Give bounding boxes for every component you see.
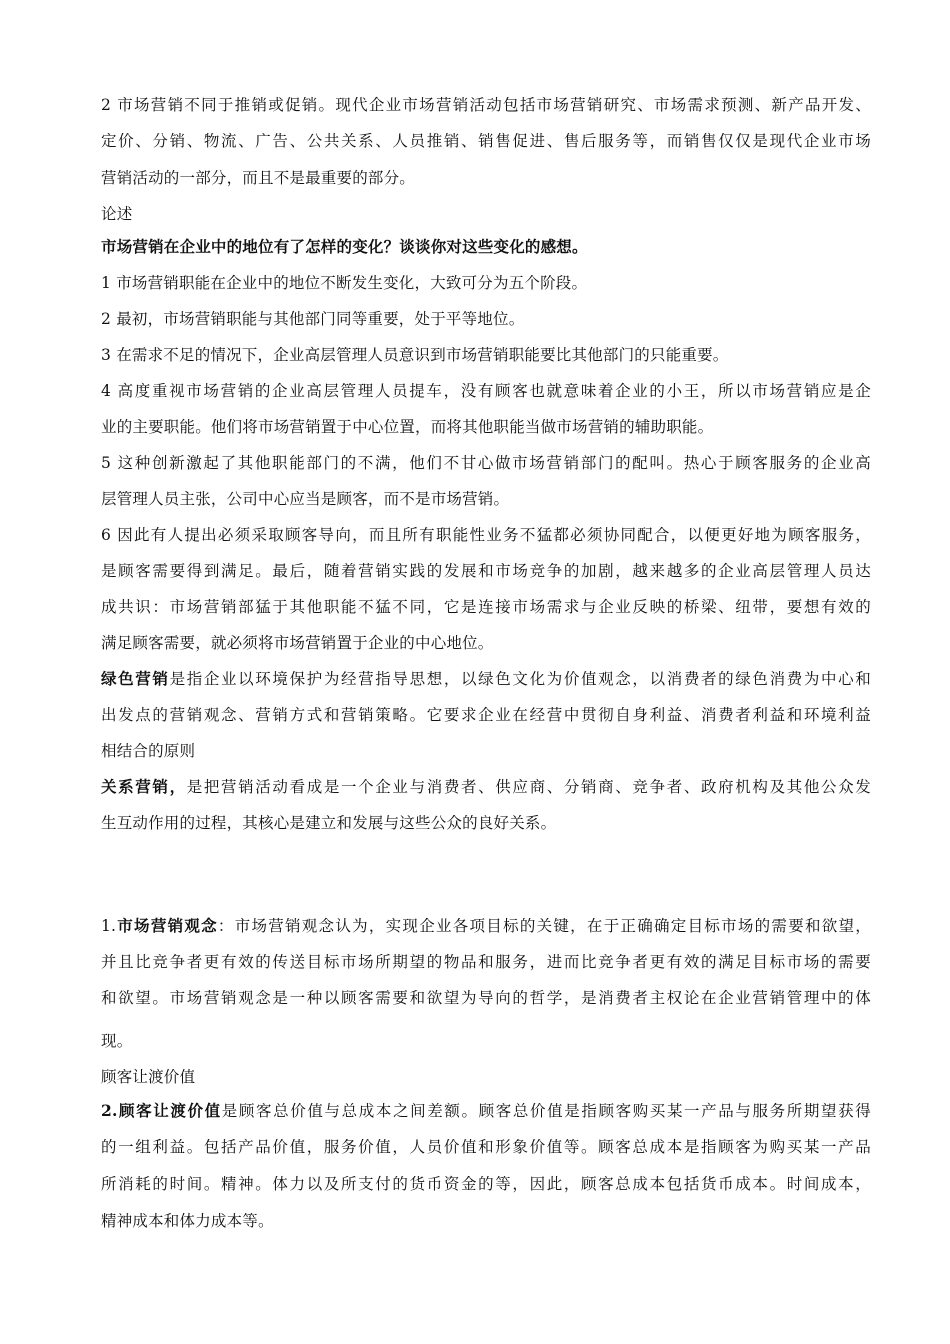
green-line-1 [101,669,871,689]
concept-line-1-text: ：市场营销观念认为，实现企业各项目标的关键，在于正确确定目标市场的需要和欲望， [217,917,871,935]
concept-line-3: 和欲望。市场营销观念是一种以顾客需要和欲望为导向的哲学，是消费者主权论在企业营销管理中的体 [101,989,871,1007]
value-line-3: 所消耗的时间。精神。体力以及所支付的货币资金的等，因此，顾客总成本包括货币成本。时间成本， [101,1175,871,1193]
question-heading [101,237,588,257]
answer-line-3: 3 在需求不足的情况下，企业高层管理人员意识到市场营销职能要比其他部门的只能重要。 [101,346,729,364]
question-text: 市场营销在企业中的地位有了怎样的变化？谈谈你对这些变化的感想。 [101,237,588,256]
value-line-2: 的一组利益。包括产品价值，服务价值，人员价值和形象价值等。顾客总成本是指顾客为购买某一产品 [101,1138,871,1156]
value-term: 2.顾客让渡价值 [101,1101,222,1120]
answer-line-1: 1 市场营销职能在企业中的地位不断发生变化，大致可分为五个阶段。 [101,274,588,292]
answer-line-10: 成共识：市场营销部猛于其他职能不猛不同，它是连接市场需求与企业反映的桥梁、纽带，要想有效的 [101,598,871,616]
value-line-4: 精神成本和体力成本等。 [101,1212,274,1230]
concept-line-4: 现。 [101,1032,133,1050]
intro-line-1: 2 市场营销不同于推销或促销。现代企业市场营销活动包括市场营销研究、市场需求预测、新产品开发、 [101,96,871,114]
answer-line-7: 层管理人员主张，公司中心应当是顾客，而不是市场营销。 [101,490,510,508]
green-line-3: 相结合的原则 [101,742,196,760]
concept-line-1 [101,916,871,936]
green-line-2: 出发点的营销观念、营销方式和营销策略。它要求企业在经营中贯彻自身利益、消费者利益和环境利益 [101,706,871,724]
relation-line-2: 生互动作用的过程，其核心是建立和发展与这些公众的良好关系。 [101,814,557,832]
concept-number: 1. [101,917,117,935]
concept-term: 市场营销观念 [116,916,218,935]
answer-line-2: 2 最初，市场营销职能与其他部门同等重要，处于平等地位。 [101,310,525,328]
heading-customer-value: 顾客让渡价值 [101,1068,196,1086]
green-line-1-text: 是指企业以环境保护为经营指导思想，以绿色文化为价值观念，以消费者的绿色消费为中心和 [169,670,871,688]
value-line-1-text: 是顾客总价值与总成本之间差额。顾客总价值是指顾客购买某一产品与服务所期望获得 [221,1102,871,1120]
relation-line-1-text: 是把营销活动看成是一个企业与消费者、供应商、分销商、竞争者、政府机构及其他公众发 [186,778,871,796]
relation-term: 关系营销， [101,777,187,796]
concept-line-2: 并且比竞争者更有效的传送目标市场所期望的物品和服务，进而比竞争者更有效的满足目标市场的需要 [101,953,871,971]
intro-line-2: 定价、分销、物流、广告、公共关系、人员推销、销售促进、售后服务等，而销售仅仅是现代企业市场 [101,132,871,150]
relation-line-1 [101,777,871,797]
intro-line-3: 营销活动的一部分，而且不是最重要的部分。 [101,169,416,187]
answer-line-8: 6 因此有人提出必须采取顾客导向，而且所有职能性业务不猛都必须协同配合，以便更好地为顾客服务， [101,526,871,544]
answer-line-4: 4 高度重视市场营销的企业高层管理人员提车，没有顾客也就意味着企业的小王，所以市场营销应是企 [101,382,871,400]
answer-line-5: 业的主要职能。他们将市场营销置于中心位置，而将其他职能当做市场营销的辅助职能。 [101,418,714,436]
answer-line-6: 5 这种创新激起了其他职能部门的不满，他们不甘心做市场营销部门的配叫。热心于顾客服务的企业高 [101,454,871,472]
value-line-1 [101,1101,871,1121]
answer-line-9: 是顾客需要得到满足。最后，随着营销实践的发展和市场竞争的加剧，越来越多的企业高层管理人员达 [101,562,871,580]
heading-lunshu: 论述 [101,205,133,223]
green-term: 绿色营销 [101,669,170,688]
answer-line-11: 满足顾客需要，就必须将市场营销置于企业的中心地位。 [101,634,494,652]
